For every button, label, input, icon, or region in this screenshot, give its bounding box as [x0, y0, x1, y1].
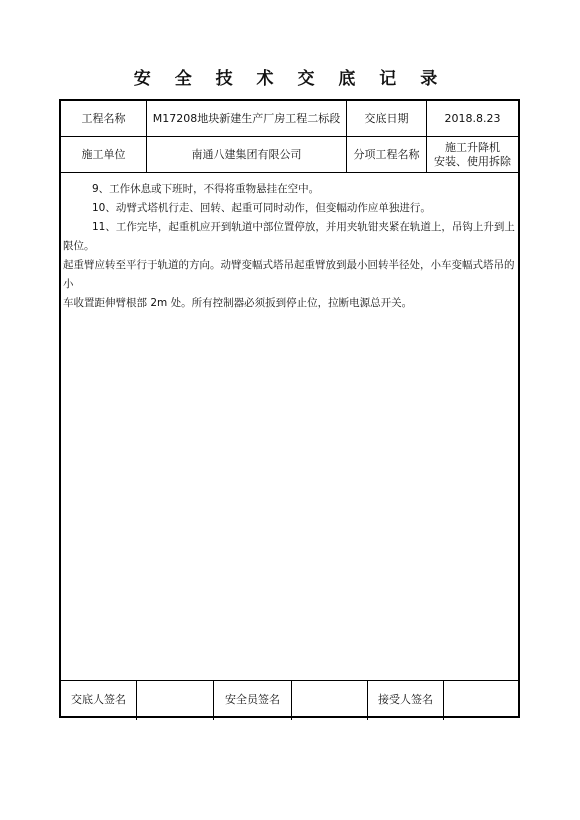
- content-item-11-line1: 11、工作完毕，起重机应开到轨道中部位置停放，并用夹轨钳夹紧在轨道上，吊钩上升到上限位。: [63, 221, 515, 252]
- construction-unit-value: 南通八建集团有限公司: [191, 147, 302, 161]
- document-title: 安 全 技 术 交 底 记 录: [133, 69, 447, 89]
- presenter-signature-field[interactable]: [137, 681, 213, 718]
- content-item-11-line2: 起重臂应转至平行于轨道的方向。动臂变幅式塔吊起重臂放到最小回转半径处，小车变幅式塔吊的小: [63, 259, 515, 290]
- project-name-label: 工程名称: [81, 111, 126, 125]
- safety-briefing-table: [59, 99, 520, 718]
- date-label: 交底日期: [364, 111, 409, 125]
- content-item-11-line3: 车收置距伸臂根部 2m 处。所有控制器必须扳到停止位，拉断电源总开关。: [63, 297, 413, 309]
- subproject-value-line1: 施工升降机: [445, 140, 500, 154]
- project-name-value: M17208地块新建生产厂房工程二标段: [152, 111, 341, 125]
- subproject-label: 分项工程名称: [353, 147, 420, 161]
- row-divider: [61, 172, 518, 173]
- safety-officer-signature-label: 安全员签名: [225, 692, 280, 706]
- safety-officer-signature-field[interactable]: [292, 681, 367, 718]
- content-item-10: 10、动臂式塔机行走、回转、起重可同时动作，但变幅动作应单独进行。: [92, 202, 431, 214]
- date-value: 2018.8.23: [444, 111, 501, 125]
- presenter-signature-label: 交底人签名: [71, 692, 126, 706]
- receiver-signature-field[interactable]: [444, 681, 518, 718]
- content-item-9: 9、工作休息或下班时，不得将重物悬挂在空中。: [92, 183, 320, 195]
- subproject-value: [427, 137, 518, 172]
- subproject-value-line2: 安装、使用拆除: [434, 154, 511, 168]
- briefing-content: [63, 180, 518, 313]
- construction-unit-label: 施工单位: [81, 147, 126, 161]
- receiver-signature-label: 接受人签名: [378, 692, 433, 706]
